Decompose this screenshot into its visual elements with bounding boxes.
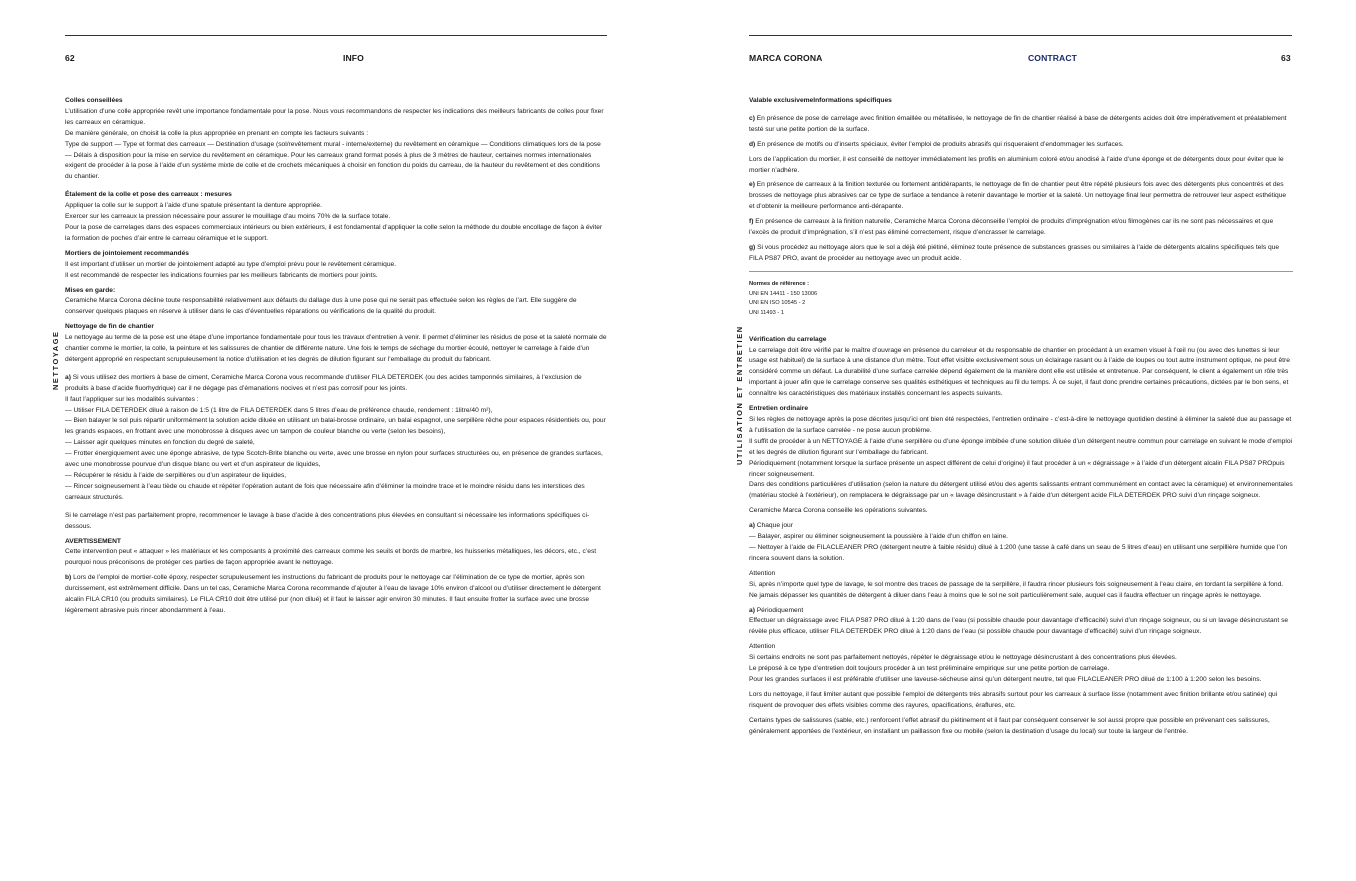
brand-name: MARCA CORONA bbox=[749, 53, 823, 63]
item-letter: c) bbox=[749, 114, 755, 122]
paragraph: Pour la pose de carrelages dans des espaces commerciaux intérieurs ou bien extérieurs, il est fondamental d’appliquer la colle selon la méthode du double encollage de façon à éviter la formation de poches d’air entre le carreau céramique et le support. bbox=[65, 223, 603, 242]
paragraph: Il est recommandé de respecter les indications fournies par les meilleurs fabricants de mortiers pour joints. bbox=[65, 271, 378, 279]
paragraph: Attention bbox=[749, 643, 776, 651]
list-paragraph bbox=[749, 114, 1293, 136]
paragraph: Exercer sur les carreaux la pression nécessaire pour assurer le mouillage d’au moins 70% de la surface totale. bbox=[65, 213, 391, 221]
item-letter: a) bbox=[65, 373, 71, 381]
section-divider bbox=[749, 271, 1293, 273]
page-number: 63 bbox=[1281, 53, 1291, 63]
paragraph: Lors du nettoyage, il faut limiter autant que possible l’emploi de détergents très abrasifs surtout pour les carreaux à surface lisse (notamment avec finition brillante et/ou satinée) qui risquent de provoquer des effets visibles comme des rayures, opacifications, éraflures, etc. bbox=[749, 690, 1278, 709]
item-letter: f) bbox=[749, 218, 754, 226]
paragraph: Effectuer un dégraissage avec FILA PS87 PRO dilué à 1:20 dans de l’eau (si possible chaude pour davantage d’efficacité) suivi d’un rinçage soigneux, ou si un lavage désincrustant se révèle plus efficace, utiliser FILA DETERDEK PRO dilué à 1:20 dans de l’eau (si possible chaude pour davantage d’efficacité) suivi d’un rinçage soigneux. bbox=[749, 617, 1289, 636]
list-paragraph bbox=[749, 217, 1293, 239]
section-heading: Entretien ordinaire bbox=[749, 405, 809, 413]
section-heading: AVERTISSEMENT bbox=[65, 537, 121, 545]
paragraph: — Utiliser FILA DETERDEK dilué à raison de 1:5 (1 litre de FILA DETERDEK dans 5 litres d’eau de préférence chaude, rendement : 1litre/40 m²), bbox=[65, 406, 493, 414]
page-number: 62 bbox=[65, 53, 75, 63]
list-paragraph bbox=[65, 373, 607, 395]
paragraph: Type de support — Type et format des carreaux — Destination d’usage (sol/revêtement mural - interne/externe) du revêtement en céramique — Conditions climatiques lors de la pose — Délais à disposition pour la mise en service du revêtement en céramique. Pour les carreaux grand format posés à plus de 3 mètres de hauteur, certaines normes internationales exigent de procéder à la pose à l’aide d’un système mixte de colle et de crochets mécaniques à choisir en fonction du poids du carreau, de la hauteur du revêtement et des conditions du chantier. bbox=[65, 140, 601, 181]
norm-item: UNI 11493 - 1 bbox=[749, 310, 784, 317]
paragraph: Si, après n’importe quel type de lavage, le sol montre des traces de passage de la serpillère, il faudra rincer plusieurs fois soigneusement à l’eau claire, en tordant la serpillère à fond. Ne jamais dépasser les quantités de détergent à diluer dans l’eau à moins que le sol ne soit particulièrement sale, auquel cas il faudra effectuer un rinçage après le nettoyage. bbox=[749, 580, 1284, 599]
item-text: En présence de carreaux à la finition texturée ou fortement antidérapants, le nettoyage de fin de chantier peut être répété plusieurs fois avec des détergents plus concentrés et des brosses de nettoyage plus abrasives car ce type de surface a tendance à retenir davantage le mortier et la saleté. Un nettoyage final leur permettra de retrouver leur aspect esthétique et d’obtenir la meilleure performance anti-dérapante. bbox=[749, 181, 1287, 211]
paragraph: — Nettoyer à l’aide de FILACLEANER PRO (détergent neutre à faible résidu) dilué à 1:200 (une tasse à café dans un seau de 5 litres d’eau) en utilisant une serpillière humide que l’on rincera souvent dans la solution. bbox=[749, 543, 1288, 562]
header-rule bbox=[749, 35, 1292, 36]
paragraph: Certains types de salissures (sable, etc.) renforcent l’effet abrasif du piétinement et il faut par conséquent conserver le sol aussi propre que possible en prévenant ces salissures, généralement apportées de l’extérieur, en installant un paillasson fixe ou mobile (selon la destination d’usage du local) sur toute la largeur de l’entrée. bbox=[749, 716, 1270, 735]
norms-title: Normes de référence : bbox=[749, 281, 810, 288]
item-letter: a) bbox=[749, 522, 755, 530]
header-rule bbox=[65, 35, 607, 36]
paragraph: Le carrelage doit être vérifié par le maître d’ouvrage en présence du carreleur et du responsable de chantier en procédant à un examen visuel à l’œil nu (ou avec des lunettes si leur usage est habituel) de la surface à une distance d’un mètre. Tout effet visible exclusivement sous un éclairage rasant ou à l’aide de loupes ou tout autre instrument optique, ne peut être considéré comme un défaut. La durabilité d’une surface carrelée dépend également de la manière dont elle est utilisée et entretenue. Par conséquent, le client a également un rôle très important à jouer afin que le carrelage conserve ses qualités esthétiques et techniques au fil du temps. À ce sujet, il faut donc prendre certaines précautions, dictées par le bon sens, et connaître les caractéristiques des matériaux installés concernant les aspects suivants. bbox=[749, 346, 1290, 398]
spacer bbox=[749, 107, 1293, 114]
section-heading: Vérification du carrelage bbox=[749, 335, 827, 343]
paragraph: Appliquer la colle sur le support à l’aide d’une spatule présentant la denture appropriée. bbox=[65, 202, 322, 210]
list-paragraph bbox=[749, 606, 1293, 617]
item-letter: e) bbox=[749, 181, 755, 189]
paragraph: De manière générale, on choisit la colle la plus appropriée en prenant en compte les facteurs suivants : bbox=[65, 129, 369, 137]
item-letter: d) bbox=[749, 140, 756, 148]
paragraph: Il est important d’utiliser un mortier de jointoiement adapté au type d’emploi prévu pour le revêtement céramique. bbox=[65, 260, 397, 268]
item-text: En présence de pose de carrelage avec finition émaillée ou métallisée, le nettoyage de fin de chantier réalisé à base de détergents acides doit être impérativement et préalablement testé sur une petite portion de la surface. bbox=[749, 114, 1287, 133]
left-text-column bbox=[65, 96, 607, 617]
norm-item: UNI EN ISO 10545 - 2 bbox=[749, 300, 806, 307]
spacer bbox=[65, 504, 607, 511]
list-paragraph bbox=[749, 521, 1293, 532]
maintenance-section bbox=[749, 335, 1293, 738]
item-letter: b) bbox=[65, 574, 72, 582]
item-text: En présence de carreaux à la finition naturelle, Ceramiche Marca Corona déconseille l’emploi de produits d’imprégnation et/ou filmogènes car ils ne sont pas nécessaires et que l’excès de produit d’imprégnation, s’il n’est pas éliminé correctement, risque d’encrasser le carrelage. bbox=[749, 218, 1274, 237]
paragraph: Cette intervention peut « attaquer » les matériaux et les composants à proximité des carreaux comme les seuils et bords de marbre, les huisseries métalliques, les décors, etc., c’est pourquoi nous préconisons de protéger ces parties de façon appropriée avant le nettoyage. bbox=[65, 548, 597, 567]
item-text: Périodiquement bbox=[754, 606, 804, 614]
side-label: NETTOYAGE bbox=[51, 330, 60, 390]
paragraph: Si le carrelage n’est pas parfaitement propre, recommencer le lavage à base d’acide à des concentrations plus élevées en consultant si nécessaire les informations spécifiques ci-dessous. bbox=[65, 511, 590, 530]
spacer bbox=[65, 183, 607, 190]
list-paragraph bbox=[749, 140, 1293, 151]
paragraph: Le nettoyage au terme de la pose est une étape d’une importance fondamentale pour tous les travaux d’entretien à venir. Il permet d’éliminer les résidus de pose et la saleté normale de chantier comme le mortier, la colle, la peinture et les salissures de chantier de différente nature. Une fois le temps de séchage du mortier écoulé, nettoyer le carrelage à l’aide d’un détergent approprié en respectant scrupuleusement la notice d’utilisation et les degrés de dilution figurant sur l’emballage du produit du fabricant. bbox=[65, 334, 607, 363]
paragraph: Si certains endroits ne sont pas parfaitement nettoyés, répéter le dégraissage et/ou le nettoyage désincrustant à des concentrations plus élevées. bbox=[749, 654, 1177, 662]
specific-info-section bbox=[749, 96, 1293, 265]
paragraph: Si les règles de nettoyage après la pose décrites jusqu’ici ont bien été respectées, l’entretien ordinaire - c’est-à-dire le nettoyage quotidien destiné à éliminer la saleté due au passage et à l’utilisation de la surface carrelée - ne pose aucun problème. bbox=[749, 416, 1292, 434]
paragraph: L’utilisation d’une colle appropriée revêt une importance fondamentale pour la pose. Nous vous recommandons de respecter les indications des meilleurs fabricants de colles pour fixer les carreaux en céramique. bbox=[65, 107, 604, 126]
item-text: Si vous utilisez des mortiers à base de ciment, Ceramiche Marca Corona vous recommande d’utiliser FILA DETERDEK (ou des acides tamponnés similaires, à l’exclusion de produits à base d’acide fluorhydrique) car il ne dégage pas d’émanations nocives et n’est pas corrosif pour les joints. bbox=[65, 373, 582, 392]
paragraph: — Récupérer le résidu à l’aide de serpillères ou d’un aspirateur de liquides, bbox=[65, 472, 287, 479]
item-text: Chaque jour bbox=[754, 522, 793, 530]
section-heading: Mises en garde: bbox=[65, 286, 116, 294]
reference-norms bbox=[749, 280, 1293, 318]
paragraph: — Laisser agir quelques minutes en fonction du degré de saleté, bbox=[65, 439, 255, 447]
paragraph: — Balayer, aspirer ou éliminer soigneusement la poussière à l’aide d’un chiffon en laine. bbox=[749, 533, 1009, 541]
paragraph: Dans des conditions particulières d’utilisation (selon la nature du détergent utilisé et/ou des agents salissants entrant communément en contact avec la céramique) et environnementales (matériau stocké à l’extérieur), on remplacera le dégraissage par un « lavage désincrustant » à l’aide d’un détergent acide FILA DETERDEK PRO suivi d’un rinçage soigneux. bbox=[749, 481, 1293, 500]
paragraph: Le préposé à ce type d’entretien doit toujours procéder à un test préliminaire empirique sur une petite portion de carrelage. bbox=[749, 665, 1110, 673]
list-paragraph bbox=[749, 243, 1293, 265]
right-page bbox=[678, 0, 1356, 881]
paragraph: — Rincer soigneusement à l’eau tiède ou chaude et répéter l’opération autant de fois que nécessaire afin d’éliminer la moindre trace et le moindre résidu dans les interstices des carreaux structurés. bbox=[65, 482, 585, 501]
section-title: INFO bbox=[343, 53, 364, 63]
item-text: Lors de l’emploi de mortier-colle époxy, respecter scrupuleusement les instructions du fabricant de produits pour le nettoyage car l’élimination de ce type de mortier, après son durcissement, est extrêmement difficile. Dans un tel cas, Ceramiche Marca Corona recommande d’ajouter à l’eau de lavage 10% environ d’alcool ou d’utiliser directement le détergent alcalin FILA CR10 (ou produits similaires). Le FILA CR10 doit être utilisé pur (non dilué) et il faut le laisser agir environ 30 minutes. Il faut ensuite frotter la surface avec une brosse légèrement abrasive puis rincer abondamment à l’eau. bbox=[65, 574, 601, 614]
paragraph: Périodiquement (notamment lorsque la surface présente un aspect différent de celui d’origine) il faut procéder à un « dégraissage » à l’aide d’un détergent alcalin FILA PS87 PROpuis rincer soigneusement. bbox=[749, 459, 1285, 478]
paragraph: — Bien balayer le sol puis répartir uniformément la solution acide diluée en utilisant un balai-brosse ordinaire, un balai espagnol, une serpillère rêche pour espaces résidentiels ou, pour les grands espaces, en frottant avec une monobrosse à disques avec un tampon de couleur blanche ou verte (selon les besoins), bbox=[65, 417, 606, 436]
paragraph: — Frotter énergiquement avec une éponge abrasive, de type Scotch-Brite blanche ou verte, avec une brosse en nylon pour surfaces structurées ou, en présence de grandes surfaces, avec une monobrosse pourvue d’un disque blanc ou vert et d’un aspirateur de liquides, bbox=[65, 450, 603, 469]
right-text-column bbox=[749, 96, 1293, 737]
section-heading: Valable exclusivemeInformations spécifiques bbox=[749, 97, 892, 104]
list-paragraph bbox=[65, 573, 607, 617]
item-text: En présence de motifs ou d’inserts spéciaux, éviter l’emploi de produits abrasifs qui risqueraient d’endommager les surfaces. bbox=[755, 140, 1124, 148]
section-heading: Colles conseillées bbox=[65, 97, 123, 104]
section-heading: Étalement de la colle et pose des carreaux : mesures bbox=[65, 191, 232, 199]
paragraph: Pour les grandes surfaces il est préférable d’utiliser une laveuse-sécheuse ainsi qu’un détergent neutre, tel que FILACLEANER PRO dilué de 1:100 à 1:200 selon les besoins. bbox=[749, 675, 1262, 683]
spacer bbox=[65, 366, 607, 373]
section-title: CONTRACT bbox=[1028, 53, 1078, 63]
item-letter: a) bbox=[749, 606, 755, 614]
norm-item: UNI EN 14411 - 150 13006 bbox=[749, 290, 818, 297]
section-heading: Nettoyage de fin de chantier bbox=[65, 323, 154, 331]
paragraph: Il suffit de procéder à un NETTOYAGE à l’aide d’une serpillère ou d’une éponge imbibée d’une solution diluée d’un détergent neutre commun pour carrelage en suivant le mode d’emploi et les degrés de dilution figurant sur l’emballage du fabricant. bbox=[749, 437, 1293, 456]
list-paragraph bbox=[749, 180, 1293, 213]
paragraph: Ceramiche Marca Corona décline toute responsabilité relativement aux défauts du dallage dus à une pose qui ne serait pas effectuée selon les règles de l’art. Elle suggère de conserver quelques plaques en réserve à utiliser dans le cas d’éventuelles réparations ou vérifications de la qualité du produit. bbox=[65, 297, 577, 316]
side-label: UTILISATION ET ENTRETIEN bbox=[735, 325, 744, 465]
section-heading: Mortiers de jointoiement recommandés bbox=[65, 249, 189, 257]
paragraph: Ceramiche Marca Corona conseille les opérations suivantes. bbox=[749, 507, 928, 515]
item-letter: g) bbox=[749, 243, 756, 251]
item-text: Si vous procédez au nettoyage alors que le sol a déjà été piétiné, éliminez toute présence de substances grasses ou similaires à l’aide de détergents alcalins spécifiques tels que FILA PS87 PRO, avant de procéder au nettoyage avec un produit acide. bbox=[749, 243, 1280, 262]
paragraph: Attention bbox=[749, 569, 776, 577]
paragraph: Il faut l’appliquer sur les modalités suivantes : bbox=[65, 395, 199, 403]
paragraph: Lors de l’application du mortier, il est conseillé de nettoyer immédiatement les profils en aluminium coloré et/ou anodisé à l’aide d’une éponge et de détergents doux pour éviter que le mortier n’adhère. bbox=[749, 155, 1284, 174]
